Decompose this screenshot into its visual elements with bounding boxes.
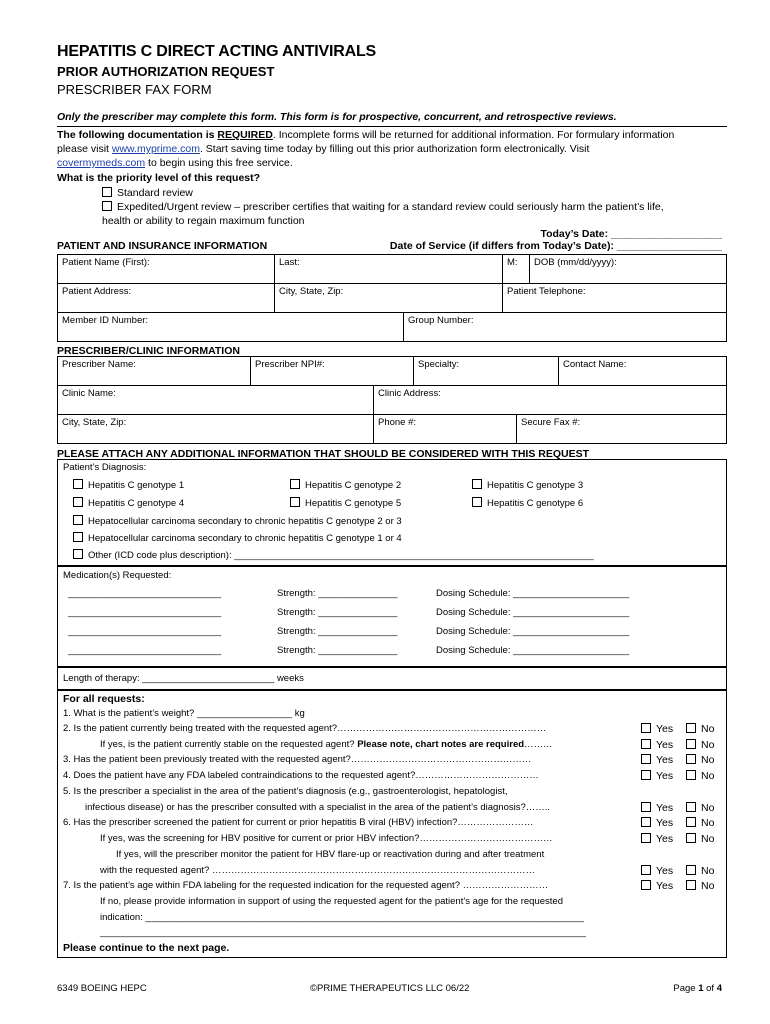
q7-yes-checkbox[interactable] <box>641 880 651 890</box>
secure-fax-label: Secure Fax #: <box>521 417 581 428</box>
diagnosis-box <box>57 459 727 566</box>
question-1[interactable]: 1. What is the patient’s weight? __________________ kg <box>63 708 305 719</box>
patient-member-table <box>57 312 727 342</box>
q6a-no-label: No <box>701 833 715 845</box>
q2-no-checkbox[interactable] <box>686 723 696 733</box>
question-3: 3. Has the patient been previously treated with the requested agent?………………………………………………… <box>63 754 532 765</box>
patient-address-label: Patient Address: <box>62 286 132 297</box>
prescriber-section-title: PRESCRIBER/CLINIC INFORMATION <box>57 345 240 357</box>
patient-city-label: City, State, Zip: <box>279 286 344 297</box>
q6b-no-checkbox[interactable] <box>686 865 696 875</box>
clinic-table <box>57 385 727 415</box>
q6b-yes-label: Yes <box>656 865 674 877</box>
q3-yes[interactable] <box>641 754 673 766</box>
q2-no-label: No <box>701 723 715 735</box>
q2a-yes[interactable] <box>641 739 673 751</box>
todays-date[interactable]: Today’s Date: ___________________ <box>540 228 722 240</box>
expedited-line2: health or ability to regain maximum function <box>102 215 305 227</box>
dx-label-2: Hepatitis C genotype 2 <box>305 480 402 491</box>
dx-checkbox-1[interactable] <box>73 479 83 489</box>
diagnosis-label: Patient’s Diagnosis: <box>63 462 147 473</box>
med-name-2[interactable]: _____________________________ <box>68 607 222 618</box>
questions-box <box>57 690 727 958</box>
patient-first-name-label: Patient Name (First): <box>62 257 150 268</box>
dx-checkbox-3[interactable] <box>472 479 482 489</box>
specialty-label: Specialty: <box>418 359 460 370</box>
doc-required-prefix: The following documentation is <box>57 129 218 141</box>
q7-yes-label: Yes <box>656 880 674 892</box>
cmm-line <box>57 157 293 169</box>
patient-telephone-label: Patient Telephone: <box>507 286 586 297</box>
q2-yes-label: Yes <box>656 723 674 735</box>
q6-no-label: No <box>701 817 715 829</box>
clinic-city-label: City, State, Zip: <box>62 417 127 428</box>
page-prefix: Page <box>673 983 699 994</box>
q6a-no[interactable] <box>686 833 714 845</box>
patient-address-field[interactable] <box>58 284 275 313</box>
visit-line <box>57 143 589 155</box>
form-subtitle: PRIOR AUTHORIZATION REQUEST <box>57 64 275 79</box>
page-current: 1 <box>698 983 704 994</box>
medications-label: Medication(s) Requested: <box>63 570 172 581</box>
q7-no-checkbox[interactable] <box>686 880 696 890</box>
q5-no-checkbox[interactable] <box>686 802 696 812</box>
question-4: 4. Does the patient have any FDA labeled contraindications to the requested agent?………………………………… <box>63 770 539 781</box>
medications-box <box>57 566 727 667</box>
dx-checkbox-4[interactable] <box>73 497 83 507</box>
myprime-link[interactable]: www.myprime.com <box>111 143 200 155</box>
q2a-no-checkbox[interactable] <box>686 739 696 749</box>
group-number-field[interactable] <box>404 313 727 342</box>
q6a-yes[interactable] <box>641 833 673 845</box>
length-of-therapy[interactable]: Length of therapy: _________________________ weeks <box>63 673 304 684</box>
specialty-field[interactable] <box>414 357 559 386</box>
med-dosing-3[interactable]: Dosing Schedule: ______________________ <box>436 626 630 637</box>
question-7a-line2[interactable]: indication: ___________________________________________________________________________________ <box>100 912 584 923</box>
med-name-3[interactable]: _____________________________ <box>68 626 222 637</box>
med-strength-3[interactable]: Strength: _______________ <box>277 626 398 637</box>
q2a-yes-checkbox[interactable] <box>641 739 651 749</box>
expedited-review-checkbox[interactable] <box>102 201 112 211</box>
q6a-no-checkbox[interactable] <box>686 833 696 843</box>
q4-yes-checkbox[interactable] <box>641 770 651 780</box>
dx-option-6[interactable] <box>472 497 583 509</box>
q4-yes[interactable] <box>641 770 673 782</box>
q5-yes-checkbox[interactable] <box>641 802 651 812</box>
dx-checkbox-8[interactable] <box>73 532 83 542</box>
q7-no-label: No <box>701 880 715 892</box>
clinic-name-label: Clinic Name: <box>62 388 116 399</box>
q4-no[interactable] <box>686 770 714 782</box>
question-2a-dots: ……… <box>524 739 553 750</box>
dx-label-8: Hepatocellular carcinoma secondary to chronic hepatitis C genotype 1 or 4 <box>88 533 402 544</box>
standard-review-label: Standard review <box>117 187 193 199</box>
q3-no-label: No <box>701 754 715 766</box>
prescriber-name-field[interactable] <box>58 357 251 386</box>
dx-label-1: Hepatitis C genotype 1 <box>88 480 185 491</box>
q3-yes-label: Yes <box>656 754 674 766</box>
dx-option-4[interactable] <box>73 497 184 509</box>
med-strength-4[interactable]: Strength: _______________ <box>277 645 398 656</box>
member-id-field[interactable] <box>58 313 404 342</box>
dx-label-6: Hepatitis C genotype 6 <box>487 498 584 509</box>
q4-no-checkbox[interactable] <box>686 770 696 780</box>
clinic-address-label: Clinic Address: <box>378 388 441 399</box>
priority-standard <box>102 187 193 199</box>
q3-no[interactable] <box>686 754 714 766</box>
prescriber-npi-field[interactable] <box>251 357 414 386</box>
form-title: HEPATITIS C DIRECT ACTING ANTIVIRALS <box>57 43 377 60</box>
form-type: PRESCRIBER FAX FORM <box>57 82 212 97</box>
patient-info-table <box>57 254 727 284</box>
dx-checkbox-9[interactable] <box>73 549 83 559</box>
doc-required-suffix: . Incomplete forms will be returned for additional information. For formulary information <box>272 129 675 141</box>
q7-no[interactable] <box>686 880 714 892</box>
question-6b-line1: If yes, will the prescriber monitor the patient for HBV flare-up or reactivation during and after treatment <box>116 849 545 860</box>
q6-yes-label: Yes <box>656 817 674 829</box>
dx-checkbox-5[interactable] <box>290 497 300 507</box>
dx-option-7[interactable] <box>73 515 402 527</box>
q5-no[interactable] <box>686 802 714 814</box>
group-number-label: Group Number: <box>408 315 474 326</box>
priority-question: What is the priority level of this request? <box>57 172 261 184</box>
q6-yes[interactable] <box>641 817 673 829</box>
chart-notes-required: Please note, chart notes are required <box>357 739 525 750</box>
patient-mi-label: M: <box>507 257 518 268</box>
attach-info-title: PLEASE ATTACH ANY ADDITIONAL INFORMATION THAT SHOULD BE CONSIDERED WITH THIS REQUEST <box>57 448 589 460</box>
question-2a-prefix: If yes, is the patient currently stable on the requested agent? <box>100 739 358 750</box>
question-7a-line1: If no, please provide information in support of using the requested agent for the patient’s age for the requested <box>100 896 563 907</box>
q6b-yes-checkbox[interactable] <box>641 865 651 875</box>
q2a-no-label: No <box>701 739 715 751</box>
q6b-no-label: No <box>701 865 715 877</box>
page-of: of <box>703 983 717 994</box>
med-dosing-4[interactable]: Dosing Schedule: ______________________ <box>436 645 630 656</box>
med-name-1[interactable]: _____________________________ <box>68 588 222 599</box>
question-2a <box>100 739 553 750</box>
contact-name-label: Contact Name: <box>563 359 627 370</box>
q2-yes-checkbox[interactable] <box>641 723 651 733</box>
continue-note: Please continue to the next page. <box>63 942 230 954</box>
dx-option-3[interactable] <box>472 479 583 491</box>
q5-yes[interactable] <box>641 802 673 814</box>
q4-no-label: No <box>701 770 715 782</box>
dx-checkbox-6[interactable] <box>472 497 482 507</box>
question-6: 6. Has the prescriber screened the patient for current or prior hepatitis B viral (HBV) infection?…………………… <box>63 817 534 828</box>
contact-name-field[interactable] <box>559 357 727 386</box>
question-6a: If yes, was the screening for HBV positive for current or prior HBV infection?…………………………………… <box>100 833 553 844</box>
dx-option-2[interactable] <box>290 479 401 491</box>
patient-dob-field[interactable] <box>530 255 727 284</box>
patient-section-title: PATIENT AND INSURANCE INFORMATION <box>57 240 268 252</box>
date-of-service[interactable]: Date of Service (if differs from Today’s Date): __________________ <box>389 240 722 252</box>
visit-prefix: please visit <box>57 143 112 155</box>
prescriber-name-label: Prescriber Name: <box>62 359 136 370</box>
footer-form-id: 6349 BOEING HEPC <box>57 983 147 994</box>
q6b-no[interactable] <box>686 865 714 877</box>
dx-option-9[interactable] <box>73 549 594 561</box>
footer-page-number <box>673 983 722 994</box>
dx-label-9: Other (ICD code plus description): ____________________________________________________________________ <box>88 550 594 561</box>
dx-option-1[interactable] <box>73 479 184 491</box>
dx-checkbox-7[interactable] <box>73 515 83 525</box>
patient-address-table <box>57 283 727 313</box>
secure-fax-field[interactable] <box>517 415 727 444</box>
dx-checkbox-2[interactable] <box>290 479 300 489</box>
standard-review-checkbox[interactable] <box>102 187 112 197</box>
patient-first-name-field[interactable] <box>58 255 275 284</box>
med-dosing-1[interactable]: Dosing Schedule: ______________________ <box>436 588 630 599</box>
patient-telephone-field[interactable] <box>503 284 727 313</box>
phone-field[interactable] <box>374 415 517 444</box>
priority-expedited <box>102 201 664 213</box>
dx-option-5[interactable] <box>290 497 401 509</box>
q4-yes-label: Yes <box>656 770 674 782</box>
q6a-yes-label: Yes <box>656 833 674 845</box>
question-5-line1: 5. Is the prescriber a specialist in the area of the patient’s diagnosis (e.g., gastroenterologist, hepatologist, <box>63 786 508 797</box>
med-name-4[interactable]: _____________________________ <box>68 645 222 656</box>
prescriber-only-note: Only the prescriber may complete this form. This form is for prospective, concurrent, and retrospective reviews. <box>57 111 617 123</box>
med-strength-2[interactable]: Strength: _______________ <box>277 607 398 618</box>
med-strength-1[interactable]: Strength: _______________ <box>277 588 398 599</box>
patient-dob-label: DOB (mm/dd/yyyy): <box>534 257 617 268</box>
question-7: 7. Is the patient’s age within FDA labeling for the requested indication for the requested agent? ……………………… <box>63 880 549 891</box>
doc-required-word: REQUIRED <box>217 129 273 141</box>
doc-required-line <box>57 129 674 141</box>
q6b-yes[interactable] <box>641 865 673 877</box>
covermymeds-link[interactable]: covermymeds.com <box>57 157 146 169</box>
patient-last-name-field[interactable] <box>275 255 503 284</box>
question-7a-line3[interactable]: ____________________________________________________________________________________________ <box>100 927 587 938</box>
member-id-label: Member ID Number: <box>62 315 149 326</box>
q2a-no[interactable] <box>686 739 714 751</box>
dx-label-7: Hepatocellular carcinoma secondary to chronic hepatitis C genotype 2 or 3 <box>88 516 402 527</box>
prescriber-npi-label: Prescriber NPI#: <box>255 359 325 370</box>
question-5-line2: infectious disease) or has the prescriber consulted with a specialist in the area of the patient’s diagnosis?…….. <box>85 802 551 813</box>
clinic-address-field[interactable] <box>374 386 727 415</box>
q5-yes-label: Yes <box>656 802 674 814</box>
q7-yes[interactable] <box>641 880 673 892</box>
length-of-therapy-box <box>57 667 727 690</box>
q6-no[interactable] <box>686 817 714 829</box>
divider <box>57 126 727 127</box>
q6a-yes-checkbox[interactable] <box>641 833 651 843</box>
prescriber-table <box>57 356 727 386</box>
expedited-review-label: Expedited/Urgent review – prescriber certifies that waiting for a standard review could seriously harm the patient’s life, <box>117 201 664 213</box>
clinic-city-field[interactable] <box>58 415 374 444</box>
clinic-name-field[interactable] <box>58 386 374 415</box>
page-total: 4 <box>716 983 722 994</box>
cmm-suffix: to begin using this free service. <box>145 157 293 169</box>
question-6b-line2: with the requested agent? ………………………………………………………………………………………… <box>100 865 535 876</box>
patient-last-name-label: Last: <box>279 257 300 268</box>
question-2: 2. Is the patient currently being treated with the requested agent?………………………………………………………… <box>63 723 547 734</box>
q2-yes[interactable] <box>641 723 673 735</box>
q6-no-checkbox[interactable] <box>686 817 696 827</box>
q3-yes-checkbox[interactable] <box>641 754 651 764</box>
q5-no-label: No <box>701 802 715 814</box>
dx-option-8[interactable] <box>73 532 402 544</box>
phone-label: Phone #: <box>378 417 417 428</box>
q3-no-checkbox[interactable] <box>686 754 696 764</box>
patient-city-field[interactable] <box>275 284 503 313</box>
for-all-requests: For all requests: <box>63 693 145 705</box>
dx-label-5: Hepatitis C genotype 5 <box>305 498 402 509</box>
q6-yes-checkbox[interactable] <box>641 817 651 827</box>
visit-suffix: . Start saving time today by filling out this prior authorization form electronically. Visit <box>199 143 590 155</box>
patient-mi-field[interactable] <box>503 255 530 284</box>
dx-label-3: Hepatitis C genotype 3 <box>487 480 584 491</box>
footer-copyright: ©PRIME THERAPEUTICS LLC 06/22 <box>310 983 470 994</box>
q2-no[interactable] <box>686 723 714 735</box>
q2a-yes-label: Yes <box>656 739 674 751</box>
dx-label-4: Hepatitis C genotype 4 <box>88 498 185 509</box>
med-dosing-2[interactable]: Dosing Schedule: ______________________ <box>436 607 630 618</box>
clinic-contact-table <box>57 414 727 444</box>
